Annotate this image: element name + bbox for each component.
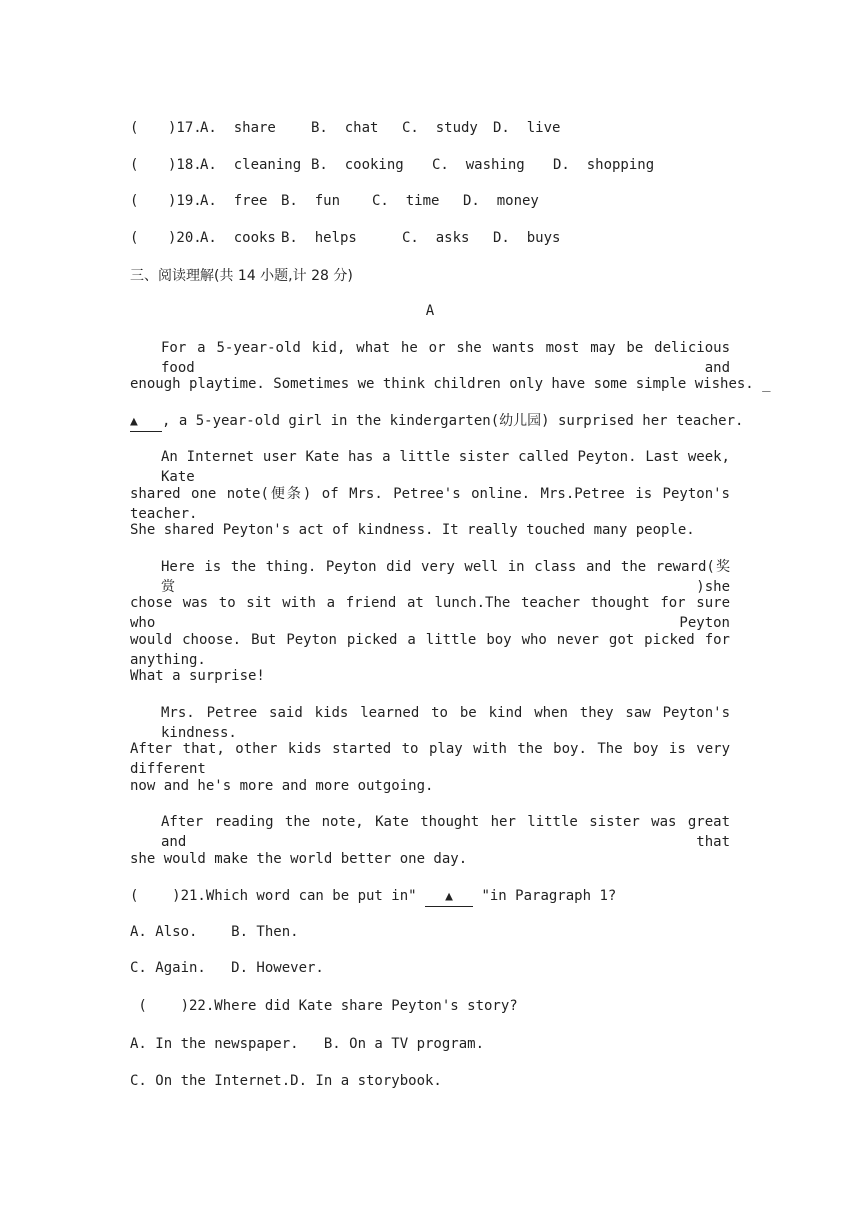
answer-paren: ( xyxy=(130,120,139,136)
question-number: )17. xyxy=(168,120,202,136)
passage-line: Here is the thing. Peyton did very well in class and the reward(奖赏)she xyxy=(161,559,730,595)
passage-line: she would make the world better one day. xyxy=(130,851,468,867)
passage-line: For a 5-year-old kid, what he or she wants most may be delicious food and xyxy=(161,340,730,376)
passage-line xyxy=(130,374,771,394)
question-stem xyxy=(130,886,616,907)
answer-paren: ( xyxy=(130,157,139,173)
passage-line: After reading the note, Kate thought her little sister was great and that xyxy=(161,814,730,850)
option-a: A. free xyxy=(200,193,268,209)
blank-tail: _ xyxy=(762,376,771,392)
passage-line: Mrs. Petree said kids learned to be kind when they saw Peyton's kindness. xyxy=(161,705,730,741)
option-b: B. cooking xyxy=(311,157,404,173)
question-stem: ( )22.Where did Kate share Peyton's story? xyxy=(130,998,518,1014)
triangle-icon: ▲ xyxy=(130,414,138,429)
question-stem-start: ( )21.Which word can be put in" xyxy=(130,888,417,904)
passage-line: After that, other kids started to play with the boy. The boy is very different xyxy=(130,741,730,777)
option-b: B. helps xyxy=(281,230,357,246)
option-d: D. live xyxy=(493,120,561,136)
passage-line xyxy=(130,411,743,432)
blank-line xyxy=(425,887,473,907)
passage-line: What a surprise! xyxy=(130,668,265,684)
option-c: C. asks xyxy=(402,230,470,246)
options-ab: A. In the newspaper. B. On a TV program. xyxy=(130,1036,485,1052)
option-b: B. chat xyxy=(311,120,379,136)
option-a: A. share xyxy=(200,120,276,136)
passage-line: She shared Peyton's act of kindness. It really touched many people. xyxy=(130,522,695,538)
passage-line: now and he's more and more outgoing. xyxy=(130,778,434,794)
option-c: C. study xyxy=(402,120,478,136)
option-c: C. washing xyxy=(432,157,525,173)
section-title: 三、阅读理解(共 14 小题,计 28 分) xyxy=(130,268,353,284)
passage-text: enough playtime. Sometimes we think children only have some simple wishes. xyxy=(130,376,754,392)
option-d: D. money xyxy=(463,193,539,209)
blank-line xyxy=(130,412,162,432)
option-d: D. shopping xyxy=(553,157,655,173)
options-ab: A. Also. B. Then. xyxy=(130,924,299,940)
passage-line: chose was to sit with a friend at lunch.The teacher thought for sure who Peyton xyxy=(130,595,730,631)
option-a: A. cooks xyxy=(200,230,276,246)
passage-line: shared one note(便条) of Mrs. Petree's online. Mrs.Petree is Peyton's teacher. xyxy=(130,486,730,522)
option-c: C. time xyxy=(372,193,440,209)
question-stem-end: "in Paragraph 1? xyxy=(481,888,617,904)
answer-paren: ( xyxy=(130,230,139,246)
answer-paren: ( xyxy=(130,193,139,209)
passage-label: A xyxy=(425,303,435,319)
option-a: A. cleaning xyxy=(200,157,302,173)
passage-line: would choose. But Peyton picked a little boy who never got picked for anything. xyxy=(130,632,730,668)
options-cd: C. On the Internet.D. In a storybook. xyxy=(130,1073,442,1089)
option-b: B. fun xyxy=(281,193,341,209)
passage-line: An Internet user Kate has a little sister called Peyton. Last week, Kate xyxy=(161,449,730,485)
question-number: )19. xyxy=(168,193,202,209)
triangle-icon: ▲ xyxy=(445,889,453,904)
question-number: )18. xyxy=(168,157,202,173)
question-number: )20. xyxy=(168,230,202,246)
passage-text: , a 5-year-old girl in the kindergarten(幼儿园) surprised her teacher. xyxy=(162,413,744,429)
option-d: D. buys xyxy=(493,230,561,246)
options-cd: C. Again. D. However. xyxy=(130,960,324,976)
